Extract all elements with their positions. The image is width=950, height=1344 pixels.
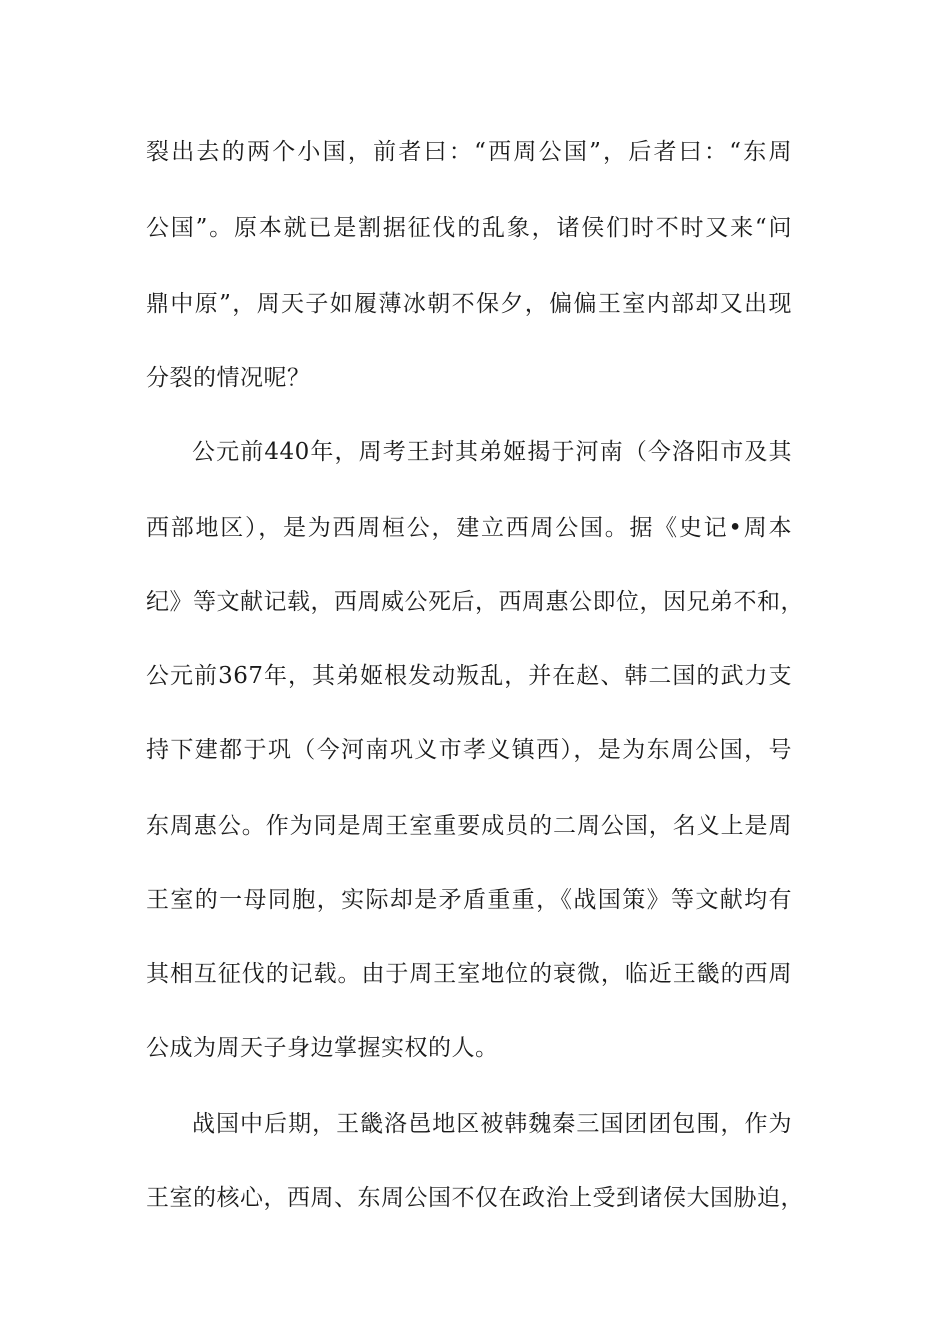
text-line: 纪》等文献记载，西周威公死后，西周惠公即位，因兄弟不和，: [146, 589, 804, 615]
text-line: 西部地区），是为西周桓公，建立西周公国。据《史记•周本: [146, 515, 792, 541]
text-line: 持下建都于巩（今河南巩义市孝义镇西），是为东周公国，号: [146, 737, 792, 763]
text-line: 公元前367年，其弟姬根发动叛乱，并在赵、韩二国的武力支: [146, 663, 792, 689]
text-line: 公国”。原本就已是割据征伐的乱象，诸侯们时不时又来“问: [146, 215, 792, 241]
text-line: 东周惠公。作为同是周王室重要成员的二周公国，名义上是周: [146, 813, 792, 839]
text-line: 王室的核心，西周、东周公国不仅在政治上受到诸侯大国胁迫，: [146, 1185, 804, 1211]
text-line: 鼎中原”，周天子如履薄冰朝不保夕，偏偏王室内部却又出现: [146, 291, 792, 317]
text-line: 其相互征伐的记载。由于周王室地位的衰微，临近王畿的西周: [146, 961, 792, 987]
text-line: 公成为周天子身边掌握实权的人。: [146, 1035, 499, 1061]
text-line: 分裂的情况呢？: [146, 365, 311, 391]
text-line: 王室的一母同胞，实际却是矛盾重重，《战国策》等文献均有: [146, 887, 792, 913]
text-line: 裂出去的两个小国，前者曰：“西周公国”，后者曰：“东周: [146, 139, 792, 165]
text-line: 公元前440年，周考王封其弟姬揭于河南（今洛阳市及其: [192, 439, 792, 465]
text-line: 战国中后期，王畿洛邑地区被韩魏秦三国团团包围，作为: [192, 1111, 792, 1137]
